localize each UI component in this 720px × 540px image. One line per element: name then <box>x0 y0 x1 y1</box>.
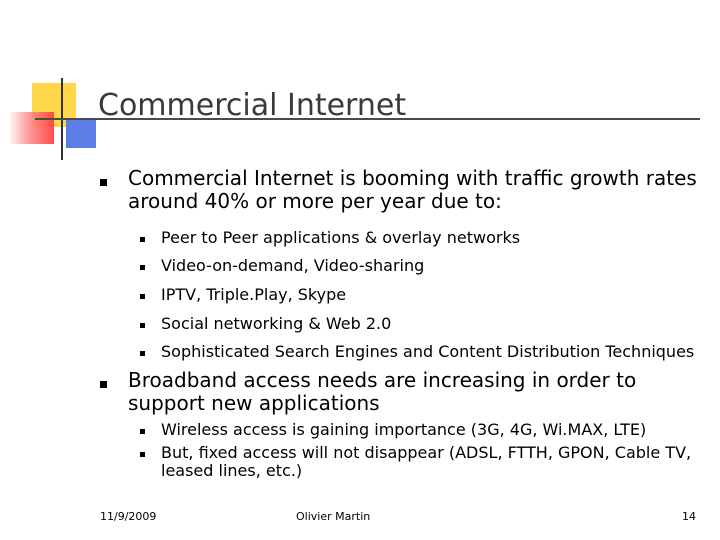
decor-red-square <box>10 112 54 144</box>
bullet-1-text: Commercial Internet is booming with traffic growth rates around 40% or more per year due to: <box>128 166 697 213</box>
footer-author: Olivier Martin <box>296 510 371 523</box>
sub-bullet-1-5: Sophisticated Search Engines and Content Distribution Techniques <box>161 342 695 361</box>
sub-bullet-1-2: Video-on-demand, Video-sharing <box>161 256 425 275</box>
footer-date: 11/9/2009 <box>100 510 157 523</box>
decor-blue-square <box>66 118 96 148</box>
sub-bullet-marker <box>140 351 145 356</box>
sub-bullet-marker <box>140 294 145 299</box>
sub-bullet-2-2: But, fixed access will not disappear (ADSL, FTTH, GPON, Cable TV, leased lines, etc.) <box>161 443 692 480</box>
sub-bullet-1-1: Peer to Peer applications & overlay networks <box>161 228 521 247</box>
sub-bullet-marker <box>140 265 145 270</box>
bullet-marker <box>100 179 107 186</box>
slide-title: Commercial Internet <box>98 88 407 123</box>
bullet-marker <box>100 381 107 388</box>
footer-page-number: 14 <box>682 510 696 523</box>
bullet-2-text: Broadband access needs are increasing in order to support new applications <box>128 368 637 415</box>
sub-bullet-marker <box>140 452 145 457</box>
sub-bullet-marker <box>140 323 145 328</box>
sub-bullet-marker <box>140 237 145 242</box>
sub-bullet-2-1: Wireless access is gaining importance (3G, 4G, Wi.MAX, LTE) <box>161 420 647 439</box>
sub-bullet-1-3: IPTV, Triple.Play, Skype <box>161 285 347 304</box>
sub-bullet-marker <box>140 429 145 434</box>
sub-bullet-1-4: Social networking & Web 2.0 <box>161 314 392 333</box>
